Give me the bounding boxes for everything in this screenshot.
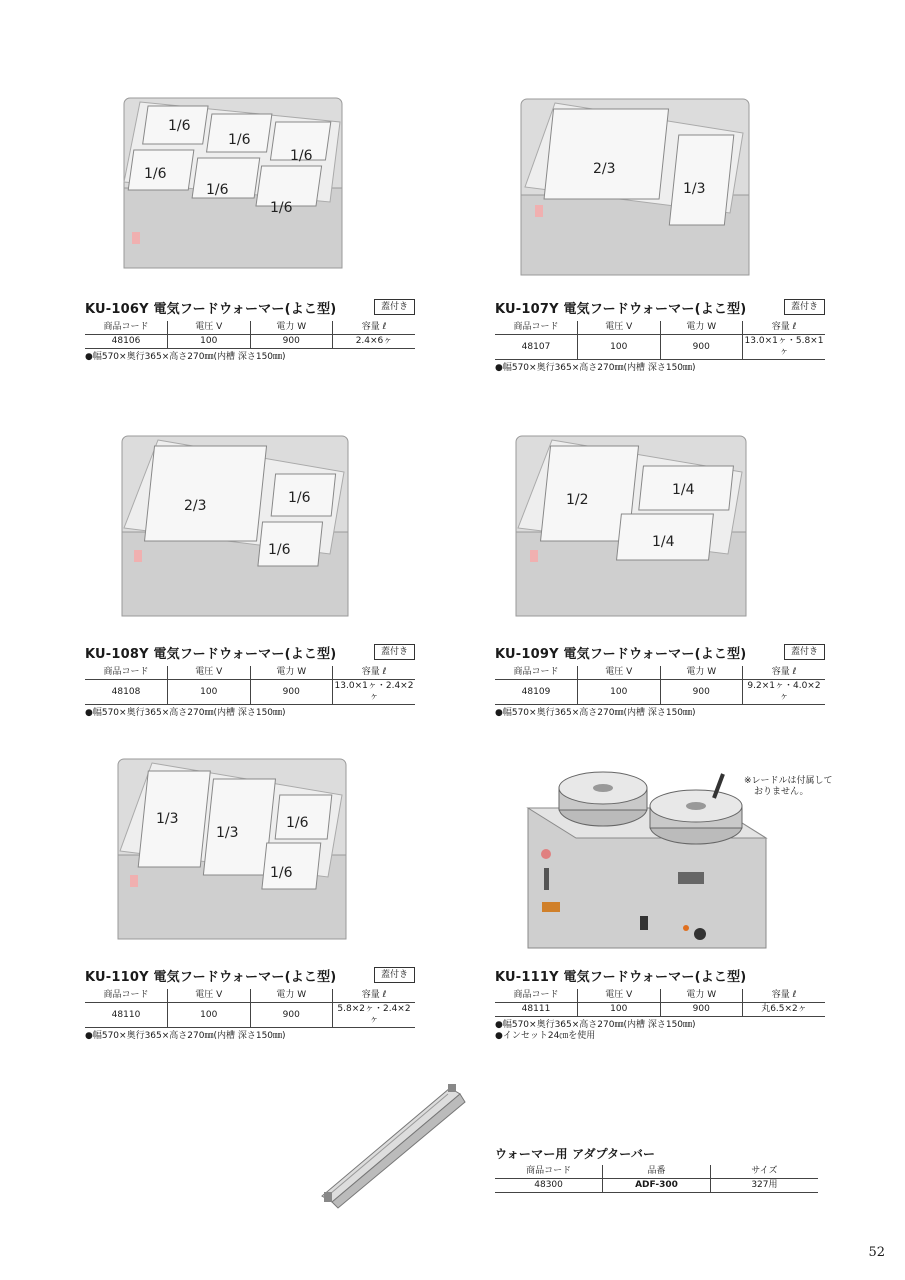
cell-voltage: 100 [578, 1003, 661, 1017]
header-capacity: 容量 ℓ [743, 321, 826, 335]
product-title: KU-111Y 電気フードウォーマー(よこ型) [495, 970, 747, 985]
header-code: 商品コード [495, 989, 578, 1003]
cell-code: 48106 [85, 335, 168, 349]
header-voltage: 電圧 V [578, 321, 661, 335]
ladle-note-line: ※レードルは付属して [744, 776, 833, 786]
pan-label: 1/6 [168, 118, 191, 134]
product-ku109y [495, 647, 825, 719]
header-capacity: 容量 ℓ [333, 666, 416, 680]
product-photo-ku111y [518, 768, 768, 958]
lid-badge: 蓋付き [374, 644, 415, 660]
header-voltage: 電圧 V [578, 989, 661, 1003]
cell-code: 48110 [85, 1003, 168, 1028]
cell-power: 900 [660, 1003, 743, 1017]
ladle-note [744, 776, 833, 798]
dimensions-note: ●幅570×奥行365×高さ270㎜(内槽 深さ150㎜) [495, 363, 696, 373]
header-code: 商品コード [495, 321, 578, 335]
product-photo-ku107y [515, 95, 755, 285]
cell-voltage: 100 [168, 1003, 251, 1028]
product-title: KU-109Y 電気フードウォーマー(よこ型) [495, 647, 747, 662]
product-ku111y [495, 970, 825, 1042]
header-power: 電力 W [660, 321, 743, 335]
header-capacity: 容量 ℓ [743, 666, 826, 680]
cell-voltage: 100 [168, 335, 251, 349]
product-ku108y [85, 647, 415, 719]
dimensions-note: ●幅570×奥行365×高さ270㎜(内槽 深さ150㎜) [495, 708, 696, 718]
pan-label: 1/6 [206, 182, 229, 198]
cell-power: 900 [250, 680, 333, 705]
adapter-title: ウォーマー用 アダプターバー [495, 1147, 656, 1161]
pan-label: 1/6 [290, 148, 313, 164]
header-voltage: 電圧 V [168, 321, 251, 335]
adapter-bar [495, 1146, 818, 1193]
dimensions-note: ●幅570×奥行365×高さ270㎜(内槽 深さ150㎜) [495, 1020, 696, 1030]
page-number: 52 [868, 1245, 885, 1260]
cell-voltage: 100 [578, 335, 661, 360]
cell-voltage: 100 [578, 680, 661, 705]
dimensions-note: ●幅570×奥行365×高さ270㎜(内槽 深さ150㎜) [85, 708, 286, 718]
pan-label: 1/6 [228, 132, 251, 148]
spec-table [495, 321, 825, 360]
product-ku110y [85, 970, 415, 1042]
pan-label: 1/6 [270, 200, 293, 216]
lid-badge: 蓋付き [784, 299, 825, 315]
ladle-note-line: おりません。 [754, 787, 809, 797]
pan-label: 1/4 [652, 534, 675, 550]
pan-label: 1/3 [216, 825, 239, 841]
cell-power: 900 [660, 335, 743, 360]
product-title: KU-110Y 電気フードウォーマー(よこ型) [85, 970, 337, 985]
cell-capacity: 13.0×1ヶ・5.8×1ヶ [743, 335, 826, 360]
cell-capacity: 9.2×1ヶ・4.0×2ヶ [743, 680, 826, 705]
pan-label: 1/6 [144, 166, 167, 182]
pan-label: 1/3 [683, 181, 706, 197]
cell-power: 900 [250, 335, 333, 349]
product-title: KU-107Y 電気フードウォーマー(よこ型) [495, 302, 747, 317]
pan-label: 1/6 [270, 865, 293, 881]
pan-label: 1/6 [286, 815, 309, 831]
pan-label: 1/3 [156, 811, 179, 827]
header-capacity: 容量 ℓ [333, 989, 416, 1003]
adapter-spec-table [495, 1165, 818, 1193]
header-power: 電力 W [660, 666, 743, 680]
cell-power: 900 [660, 680, 743, 705]
header-code: 商品コード [85, 321, 168, 335]
pan-label: 2/3 [184, 498, 207, 514]
lid-badge: 蓋付き [374, 967, 415, 983]
spec-table [85, 321, 415, 349]
header-capacity: 容量 ℓ [333, 321, 416, 335]
header-code: 商品コード [495, 666, 578, 680]
spec-table [495, 666, 825, 705]
dimensions-note: ●幅570×奥行365×高さ270㎜(内槽 深さ150㎜) [85, 352, 286, 362]
cell-code: 48111 [495, 1003, 578, 1017]
cell-part-number: ADF-300 [603, 1179, 711, 1193]
cell-code: 48300 [495, 1179, 603, 1193]
cell-voltage: 100 [168, 680, 251, 705]
header-power: 電力 W [250, 321, 333, 335]
inset-note: ●インセット24㎝を使用 [495, 1031, 596, 1041]
header-voltage: 電圧 V [168, 989, 251, 1003]
pan-label: 1/4 [672, 482, 695, 498]
header-voltage: 電圧 V [168, 666, 251, 680]
product-photo-ku110y [112, 755, 352, 945]
header-size: サイズ [710, 1165, 818, 1179]
cell-capacity: 5.8×2ヶ・2.4×2ヶ [333, 1003, 416, 1028]
dimensions-note: ●幅570×奥行365×高さ270㎜(内槽 深さ150㎜) [85, 1031, 286, 1041]
product-photo-ku109y [512, 432, 752, 622]
cell-code: 48109 [495, 680, 578, 705]
pan-label: 1/2 [566, 492, 589, 508]
header-power: 電力 W [250, 989, 333, 1003]
cell-capacity: 2.4×6ヶ [333, 335, 416, 349]
header-part-number: 品番 [603, 1165, 711, 1179]
header-code: 商品コード [85, 666, 168, 680]
header-code: 商品コード [85, 989, 168, 1003]
cell-capacity: 丸6.5×2ヶ [743, 1003, 826, 1017]
product-title: KU-108Y 電気フードウォーマー(よこ型) [85, 647, 337, 662]
product-title: KU-106Y 電気フードウォーマー(よこ型) [85, 302, 337, 317]
product-ku106y [85, 302, 415, 363]
lid-badge: 蓋付き [784, 644, 825, 660]
pan-label: 2/3 [593, 161, 616, 177]
spec-table [85, 989, 415, 1028]
lid-badge: 蓋付き [374, 299, 415, 315]
header-power: 電力 W [660, 989, 743, 1003]
cell-code: 48108 [85, 680, 168, 705]
cell-size: 327用 [710, 1179, 818, 1193]
spec-table [495, 989, 825, 1017]
product-photo-ku106y [110, 92, 350, 282]
adapter-bar-photo [310, 1080, 470, 1210]
header-capacity: 容量 ℓ [743, 989, 826, 1003]
product-photo-ku108y [118, 432, 353, 622]
spec-table [85, 666, 415, 705]
cell-capacity: 13.0×1ヶ・2.4×2ヶ [333, 680, 416, 705]
header-code: 商品コード [495, 1165, 603, 1179]
cell-power: 900 [250, 1003, 333, 1028]
header-power: 電力 W [250, 666, 333, 680]
header-voltage: 電圧 V [578, 666, 661, 680]
cell-code: 48107 [495, 335, 578, 360]
pan-label: 1/6 [268, 542, 291, 558]
product-ku107y [495, 302, 825, 374]
pan-label: 1/6 [288, 490, 311, 506]
